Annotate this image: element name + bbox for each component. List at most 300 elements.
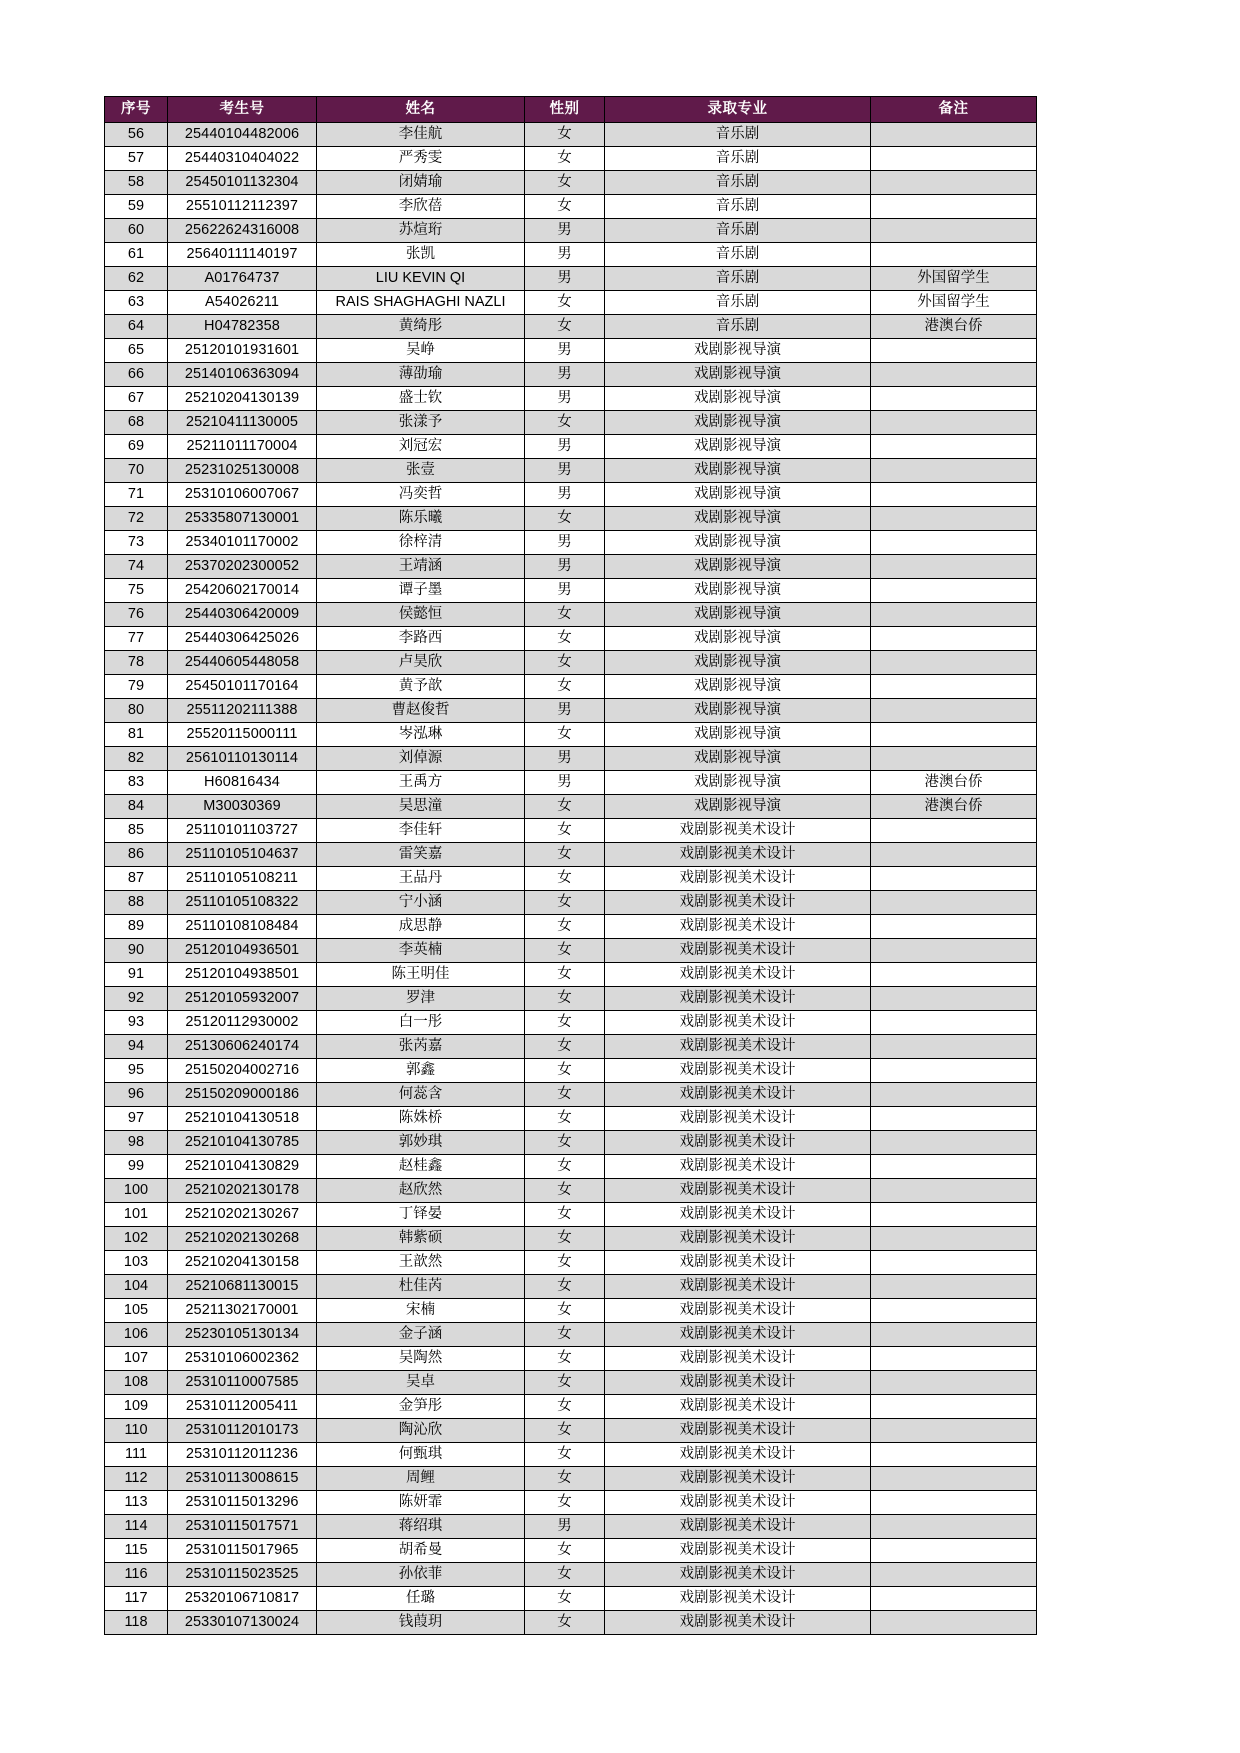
cell-seq: 63 [105, 291, 168, 315]
cell-seq: 67 [105, 387, 168, 411]
table-row [105, 1227, 1037, 1251]
cell-seq: 85 [105, 819, 168, 843]
cell-exam: 25110101103727 [168, 819, 317, 843]
cell-gender: 男 [525, 483, 605, 507]
table-row [105, 1563, 1037, 1587]
table-row [105, 1011, 1037, 1035]
cell-gender: 女 [525, 1251, 605, 1275]
cell-remark: 港澳台侨 [871, 771, 1037, 795]
cell-remark [871, 1131, 1037, 1155]
column-header-name: 姓名 [317, 97, 525, 123]
cell-major: 戏剧影视美术设计 [605, 1323, 871, 1347]
table-row [105, 579, 1037, 603]
cell-gender: 男 [525, 387, 605, 411]
cell-major: 戏剧影视导演 [605, 531, 871, 555]
cell-name: 王歆然 [317, 1251, 525, 1275]
cell-name: 李欣蓓 [317, 195, 525, 219]
table-row [105, 291, 1037, 315]
cell-exam: H60816434 [168, 771, 317, 795]
cell-exam: 25110105108322 [168, 891, 317, 915]
cell-major: 戏剧影视美术设计 [605, 1131, 871, 1155]
cell-major: 戏剧影视导演 [605, 507, 871, 531]
cell-remark [871, 1563, 1037, 1587]
cell-seq: 61 [105, 243, 168, 267]
cell-gender: 男 [525, 1515, 605, 1539]
cell-name: 杜佳芮 [317, 1275, 525, 1299]
cell-name: 侯懿恒 [317, 603, 525, 627]
column-header-exam: 考生号 [168, 97, 317, 123]
table-row [105, 675, 1037, 699]
cell-exam: 25140106363094 [168, 363, 317, 387]
cell-major: 戏剧影视美术设计 [605, 1299, 871, 1323]
table-row [105, 147, 1037, 171]
cell-gender: 男 [525, 363, 605, 387]
cell-remark [871, 651, 1037, 675]
table-row [105, 1467, 1037, 1491]
table-row [105, 1539, 1037, 1563]
cell-exam: 25310110007585 [168, 1371, 317, 1395]
cell-gender: 男 [525, 219, 605, 243]
cell-gender: 女 [525, 939, 605, 963]
cell-major: 戏剧影视美术设计 [605, 891, 871, 915]
cell-gender: 女 [525, 411, 605, 435]
table-header-row [105, 97, 1037, 123]
cell-gender: 女 [525, 1179, 605, 1203]
column-header-gender: 性别 [525, 97, 605, 123]
cell-remark [871, 1587, 1037, 1611]
cell-seq: 79 [105, 675, 168, 699]
table-row [105, 1275, 1037, 1299]
table-row [105, 939, 1037, 963]
cell-exam: 25510112112397 [168, 195, 317, 219]
cell-gender: 女 [525, 795, 605, 819]
cell-remark [871, 891, 1037, 915]
cell-remark [871, 819, 1037, 843]
cell-seq: 56 [105, 123, 168, 147]
cell-gender: 女 [525, 1131, 605, 1155]
cell-gender: 女 [525, 1611, 605, 1635]
cell-remark [871, 987, 1037, 1011]
cell-name: 陈王明佳 [317, 963, 525, 987]
cell-major: 音乐剧 [605, 219, 871, 243]
table-row [105, 363, 1037, 387]
cell-major: 戏剧影视导演 [605, 363, 871, 387]
table-row [105, 459, 1037, 483]
cell-major: 戏剧影视美术设计 [605, 1395, 871, 1419]
table-row [105, 315, 1037, 339]
cell-major: 戏剧影视美术设计 [605, 1371, 871, 1395]
cell-gender: 女 [525, 171, 605, 195]
cell-name: 宁小涵 [317, 891, 525, 915]
cell-seq: 65 [105, 339, 168, 363]
cell-seq: 82 [105, 747, 168, 771]
cell-remark [871, 243, 1037, 267]
cell-gender: 女 [525, 1011, 605, 1035]
cell-seq: 97 [105, 1107, 168, 1131]
cell-seq: 81 [105, 723, 168, 747]
cell-major: 戏剧影视美术设计 [605, 819, 871, 843]
cell-gender: 女 [525, 1467, 605, 1491]
cell-major: 戏剧影视导演 [605, 771, 871, 795]
cell-name: 盛士钦 [317, 387, 525, 411]
cell-remark [871, 1467, 1037, 1491]
cell-remark: 港澳台侨 [871, 795, 1037, 819]
cell-name: 成思静 [317, 915, 525, 939]
cell-remark [871, 1515, 1037, 1539]
cell-major: 戏剧影视美术设计 [605, 939, 871, 963]
cell-major: 戏剧影视美术设计 [605, 1539, 871, 1563]
cell-gender: 女 [525, 627, 605, 651]
cell-seq: 117 [105, 1587, 168, 1611]
table-row [105, 483, 1037, 507]
cell-remark [871, 1539, 1037, 1563]
table-row [105, 171, 1037, 195]
table-row [105, 867, 1037, 891]
cell-major: 戏剧影视导演 [605, 723, 871, 747]
cell-seq: 89 [105, 915, 168, 939]
cell-exam: H04782358 [168, 315, 317, 339]
cell-exam: 25320106710817 [168, 1587, 317, 1611]
table-row [105, 603, 1037, 627]
cell-seq: 115 [105, 1539, 168, 1563]
cell-name: 王品丹 [317, 867, 525, 891]
table-row [105, 1515, 1037, 1539]
cell-major: 戏剧影视美术设计 [605, 1107, 871, 1131]
cell-major: 戏剧影视美术设计 [605, 1443, 871, 1467]
cell-name: 罗津 [317, 987, 525, 1011]
cell-major: 戏剧影视导演 [605, 339, 871, 363]
cell-exam: 25120101931601 [168, 339, 317, 363]
cell-remark [871, 699, 1037, 723]
cell-gender: 男 [525, 435, 605, 459]
cell-name: 何蕊含 [317, 1083, 525, 1107]
cell-gender: 女 [525, 675, 605, 699]
table-row [105, 1587, 1037, 1611]
table-row [105, 1251, 1037, 1275]
table-row [105, 1131, 1037, 1155]
cell-seq: 104 [105, 1275, 168, 1299]
cell-name: 郭妙琪 [317, 1131, 525, 1155]
cell-exam: 25211302170001 [168, 1299, 317, 1323]
cell-seq: 84 [105, 795, 168, 819]
cell-exam: 25310106007067 [168, 483, 317, 507]
table-row [105, 339, 1037, 363]
cell-name: 李佳航 [317, 123, 525, 147]
cell-major: 戏剧影视美术设计 [605, 1179, 871, 1203]
cell-remark [871, 195, 1037, 219]
cell-gender: 男 [525, 339, 605, 363]
cell-remark [871, 1035, 1037, 1059]
cell-name: 王靖涵 [317, 555, 525, 579]
cell-exam: 25231025130008 [168, 459, 317, 483]
cell-remark [871, 147, 1037, 171]
cell-name: 孙依菲 [317, 1563, 525, 1587]
table-row [105, 531, 1037, 555]
cell-seq: 74 [105, 555, 168, 579]
cell-name: 李佳轩 [317, 819, 525, 843]
cell-name: 苏煊珩 [317, 219, 525, 243]
cell-gender: 女 [525, 1563, 605, 1587]
cell-seq: 99 [105, 1155, 168, 1179]
cell-seq: 116 [105, 1563, 168, 1587]
table-row [105, 1347, 1037, 1371]
cell-name: 胡希曼 [317, 1539, 525, 1563]
cell-gender: 女 [525, 1491, 605, 1515]
cell-name: 陈姝桥 [317, 1107, 525, 1131]
cell-seq: 106 [105, 1323, 168, 1347]
cell-remark [871, 723, 1037, 747]
table-row [105, 1419, 1037, 1443]
cell-seq: 66 [105, 363, 168, 387]
cell-name: 黄予歆 [317, 675, 525, 699]
cell-name: 陈乐曦 [317, 507, 525, 531]
cell-seq: 75 [105, 579, 168, 603]
cell-exam: 25622624316008 [168, 219, 317, 243]
cell-name: 薄劭瑜 [317, 363, 525, 387]
cell-gender: 女 [525, 651, 605, 675]
cell-exam: 25230105130134 [168, 1323, 317, 1347]
cell-remark [871, 507, 1037, 531]
cell-gender: 男 [525, 579, 605, 603]
cell-seq: 72 [105, 507, 168, 531]
cell-exam: 25210204130158 [168, 1251, 317, 1275]
cell-exam: 25210104130829 [168, 1155, 317, 1179]
cell-remark [871, 1443, 1037, 1467]
cell-major: 戏剧影视导演 [605, 603, 871, 627]
cell-seq: 110 [105, 1419, 168, 1443]
table-row [105, 1611, 1037, 1635]
cell-gender: 男 [525, 699, 605, 723]
cell-gender: 男 [525, 531, 605, 555]
cell-remark [871, 963, 1037, 987]
cell-gender: 女 [525, 1347, 605, 1371]
cell-remark [871, 867, 1037, 891]
cell-name: 金子涵 [317, 1323, 525, 1347]
cell-major: 戏剧影视美术设计 [605, 843, 871, 867]
cell-major: 音乐剧 [605, 315, 871, 339]
cell-major: 戏剧影视美术设计 [605, 1083, 871, 1107]
cell-major: 戏剧影视美术设计 [605, 1011, 871, 1035]
cell-name: 徐梓清 [317, 531, 525, 555]
cell-exam: 25310112010173 [168, 1419, 317, 1443]
table-row [105, 1059, 1037, 1083]
cell-remark [871, 1611, 1037, 1635]
cell-name: 曹赵俊哲 [317, 699, 525, 723]
cell-exam: 25310115013296 [168, 1491, 317, 1515]
cell-gender: 女 [525, 1395, 605, 1419]
cell-gender: 女 [525, 819, 605, 843]
table-row [105, 843, 1037, 867]
cell-major: 戏剧影视导演 [605, 435, 871, 459]
cell-seq: 114 [105, 1515, 168, 1539]
table-row [105, 123, 1037, 147]
cell-seq: 68 [105, 411, 168, 435]
cell-exam: 25440306420009 [168, 603, 317, 627]
cell-gender: 女 [525, 1059, 605, 1083]
cell-major: 音乐剧 [605, 123, 871, 147]
cell-exam: 25210202130268 [168, 1227, 317, 1251]
cell-name: 李路西 [317, 627, 525, 651]
table-row [105, 771, 1037, 795]
cell-major: 戏剧影视美术设计 [605, 1035, 871, 1059]
cell-major: 戏剧影视美术设计 [605, 867, 871, 891]
cell-exam: 25210202130267 [168, 1203, 317, 1227]
cell-remark [871, 531, 1037, 555]
cell-name: 严秀雯 [317, 147, 525, 171]
cell-exam: M30030369 [168, 795, 317, 819]
cell-exam: 25210202130178 [168, 1179, 317, 1203]
cell-gender: 男 [525, 555, 605, 579]
cell-major: 戏剧影视美术设计 [605, 1347, 871, 1371]
cell-exam: 25120112930002 [168, 1011, 317, 1035]
table-body [105, 123, 1037, 1635]
cell-seq: 76 [105, 603, 168, 627]
cell-seq: 86 [105, 843, 168, 867]
cell-remark [871, 1347, 1037, 1371]
cell-gender: 男 [525, 771, 605, 795]
cell-major: 音乐剧 [605, 243, 871, 267]
column-header-major: 录取专业 [605, 97, 871, 123]
cell-name: 赵欣然 [317, 1179, 525, 1203]
cell-gender: 女 [525, 867, 605, 891]
cell-exam: 25450101170164 [168, 675, 317, 699]
cell-major: 戏剧影视美术设计 [605, 1155, 871, 1179]
cell-seq: 92 [105, 987, 168, 1011]
cell-name: 张凯 [317, 243, 525, 267]
cell-major: 戏剧影视导演 [605, 699, 871, 723]
cell-exam: 25610110130114 [168, 747, 317, 771]
cell-exam: 25440306425026 [168, 627, 317, 651]
cell-seq: 62 [105, 267, 168, 291]
cell-remark [871, 579, 1037, 603]
table-row [105, 699, 1037, 723]
cell-major: 戏剧影视导演 [605, 387, 871, 411]
cell-gender: 女 [525, 1107, 605, 1131]
cell-major: 戏剧影视美术设计 [605, 1467, 871, 1491]
cell-exam: 25210104130518 [168, 1107, 317, 1131]
cell-seq: 94 [105, 1035, 168, 1059]
cell-gender: 女 [525, 147, 605, 171]
table-row [105, 1443, 1037, 1467]
cell-exam: 25210104130785 [168, 1131, 317, 1155]
cell-exam: 25110105104637 [168, 843, 317, 867]
table-row [105, 1107, 1037, 1131]
cell-name: 张芮嘉 [317, 1035, 525, 1059]
cell-remark [871, 1179, 1037, 1203]
cell-gender: 女 [525, 1539, 605, 1563]
cell-exam: 25150204002716 [168, 1059, 317, 1083]
cell-gender: 女 [525, 987, 605, 1011]
cell-exam: 25520115000111 [168, 723, 317, 747]
cell-exam: 25110108108484 [168, 915, 317, 939]
cell-major: 戏剧影视美术设计 [605, 1251, 871, 1275]
cell-gender: 女 [525, 1227, 605, 1251]
cell-exam: 25210204130139 [168, 387, 317, 411]
cell-exam: 25440104482006 [168, 123, 317, 147]
cell-name: 王禹方 [317, 771, 525, 795]
cell-major: 戏剧影视美术设计 [605, 915, 871, 939]
table-row [105, 387, 1037, 411]
cell-name: 陈妍霏 [317, 1491, 525, 1515]
cell-remark [871, 171, 1037, 195]
table-row [105, 1371, 1037, 1395]
cell-exam: 25310112011236 [168, 1443, 317, 1467]
cell-gender: 女 [525, 843, 605, 867]
cell-exam: A54026211 [168, 291, 317, 315]
cell-name: 吴卓 [317, 1371, 525, 1395]
table-row [105, 987, 1037, 1011]
cell-gender: 女 [525, 1443, 605, 1467]
cell-seq: 95 [105, 1059, 168, 1083]
cell-major: 戏剧影视美术设计 [605, 1227, 871, 1251]
cell-major: 戏剧影视美术设计 [605, 1275, 871, 1299]
cell-exam: 25370202300052 [168, 555, 317, 579]
cell-seq: 101 [105, 1203, 168, 1227]
cell-remark [871, 1155, 1037, 1179]
cell-name: 岑泓琳 [317, 723, 525, 747]
cell-name: 韩紫硕 [317, 1227, 525, 1251]
cell-remark: 港澳台侨 [871, 315, 1037, 339]
cell-exam: 25310115017965 [168, 1539, 317, 1563]
cell-name: 李英楠 [317, 939, 525, 963]
cell-remark [871, 1419, 1037, 1443]
cell-remark [871, 483, 1037, 507]
cell-major: 音乐剧 [605, 291, 871, 315]
cell-remark [871, 843, 1037, 867]
cell-name: 郭鑫 [317, 1059, 525, 1083]
table-row [105, 411, 1037, 435]
cell-remark [871, 747, 1037, 771]
table-row [105, 1323, 1037, 1347]
cell-name: 钱葭玥 [317, 1611, 525, 1635]
cell-exam: 25511202111388 [168, 699, 317, 723]
cell-name: 丁铎晏 [317, 1203, 525, 1227]
cell-name: 谭子墨 [317, 579, 525, 603]
cell-name: 周鲤 [317, 1467, 525, 1491]
cell-seq: 112 [105, 1467, 168, 1491]
table-header [105, 97, 1037, 123]
cell-major: 戏剧影视导演 [605, 675, 871, 699]
cell-seq: 109 [105, 1395, 168, 1419]
table-row [105, 243, 1037, 267]
cell-remark [871, 1203, 1037, 1227]
cell-gender: 女 [525, 315, 605, 339]
cell-major: 戏剧影视美术设计 [605, 1059, 871, 1083]
cell-gender: 女 [525, 1035, 605, 1059]
cell-seq: 90 [105, 939, 168, 963]
cell-remark [871, 387, 1037, 411]
cell-exam: A01764737 [168, 267, 317, 291]
cell-exam: 25420602170014 [168, 579, 317, 603]
cell-major: 戏剧影视导演 [605, 795, 871, 819]
cell-seq: 73 [105, 531, 168, 555]
cell-name: 刘倬源 [317, 747, 525, 771]
table-row [105, 1299, 1037, 1323]
cell-gender: 女 [525, 507, 605, 531]
cell-major: 戏剧影视美术设计 [605, 1419, 871, 1443]
cell-major: 戏剧影视美术设计 [605, 1515, 871, 1539]
cell-gender: 女 [525, 1371, 605, 1395]
cell-gender: 女 [525, 1299, 605, 1323]
cell-name: 张漾予 [317, 411, 525, 435]
cell-name: 金笋彤 [317, 1395, 525, 1419]
cell-exam: 25640111140197 [168, 243, 317, 267]
cell-gender: 女 [525, 963, 605, 987]
cell-name: 闭婧瑜 [317, 171, 525, 195]
cell-seq: 60 [105, 219, 168, 243]
column-header-seq: 序号 [105, 97, 168, 123]
table-row [105, 819, 1037, 843]
